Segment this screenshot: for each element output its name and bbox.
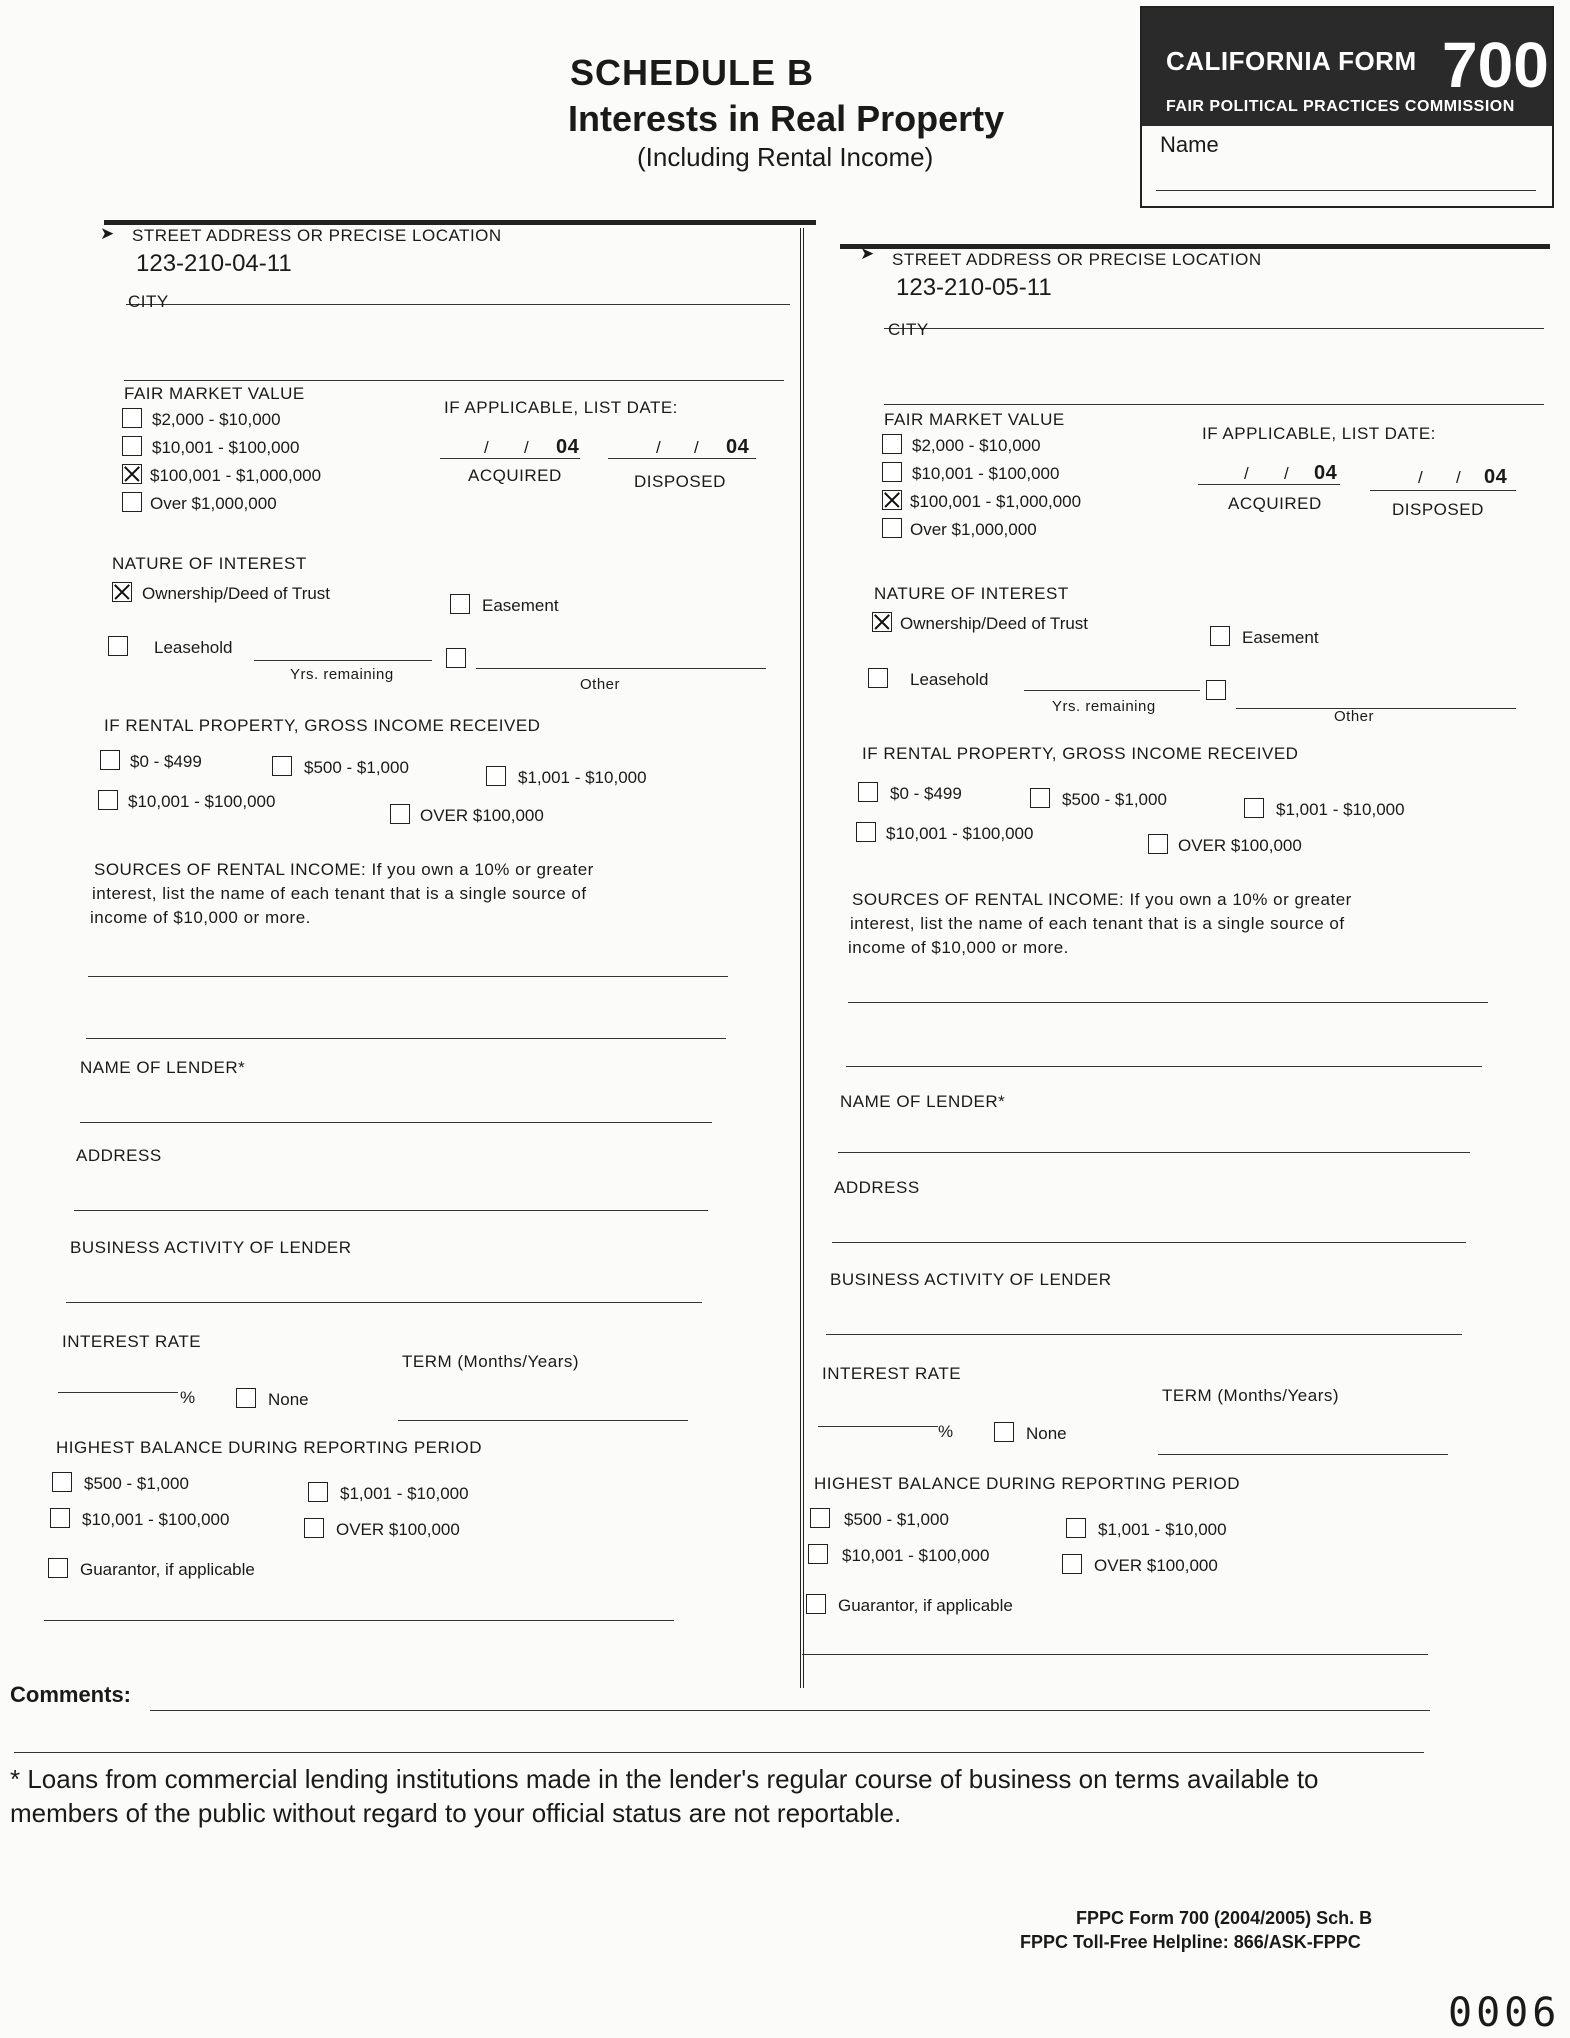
ownership-option: Ownership/Deed of Trust [142,584,331,603]
property-section-1 [56,220,800,1700]
other-checkbox[interactable] [446,648,466,668]
rental-checkbox-3[interactable] [486,766,506,786]
schedule-title: SCHEDULE B [570,52,815,93]
easement-checkbox[interactable] [450,594,470,614]
rental-option-2: $500 - $1,000 [1062,790,1167,809]
schedule-subtitle: Interests in Real Property [568,98,1005,139]
rental-checkbox-2[interactable] [272,756,292,776]
fmv-checkbox-2[interactable] [882,462,902,482]
rental-checkbox-3[interactable] [1244,798,1264,818]
rental-option-1: $0 - $499 [890,784,962,803]
ownership-checkbox[interactable] [872,612,892,632]
schedule-note: (Including Rental Income) [637,142,934,172]
percent-sign: % [938,1422,954,1441]
guarantor-option: Guarantor, if applicable [80,1560,255,1579]
easement-option: Easement [482,596,559,615]
acquired-year: 04 [556,436,580,458]
business-field[interactable] [66,1302,702,1303]
fmv-checkbox-2[interactable] [122,436,142,456]
other-label: Other [1334,708,1375,725]
balance-option-4: OVER $100,000 [336,1520,460,1539]
acquired-year: 04 [1314,462,1338,484]
fmv-option-1: $2,000 - $10,000 [152,410,281,429]
name-label: Name [1160,132,1219,157]
street-field[interactable] [884,328,1544,329]
highest-balance-label: HIGHEST BALANCE DURING REPORTING PERIOD [814,1474,1240,1493]
tenant-field-1[interactable] [88,976,728,977]
property-section-2 [814,244,1560,1724]
list-date-label: IF APPLICABLE, LIST DATE: [444,398,678,417]
guarantor-field[interactable] [44,1620,674,1621]
address-field[interactable] [74,1210,708,1211]
fmv-checkbox-4[interactable] [882,518,902,538]
guarantor-option: Guarantor, if applicable [838,1596,1013,1615]
fmv-checkbox-4[interactable] [122,492,142,512]
leasehold-checkbox[interactable] [868,668,888,688]
tenant-field-1[interactable] [848,1002,1488,1003]
rental-checkbox-1[interactable] [858,782,878,802]
street-label: STREET ADDRESS OR PRECISE LOCATION [892,250,1262,269]
business-label: BUSINESS ACTIVITY OF LENDER [70,1238,352,1257]
date-slash: / [694,438,700,457]
lender-footnote: * Loans from commercial lending institutions made in the lender's regular course of business on terms available to members of the public without regard to your official status are not reportable. [10,1764,1319,1828]
disposed-date-field[interactable] [1370,490,1516,491]
guarantor-field[interactable] [802,1654,1428,1655]
date-slash: / [1244,464,1250,483]
rental-checkbox-2[interactable] [1030,788,1050,808]
sources-label-line-3: income of $10,000 or more. [90,908,311,927]
street-field[interactable] [126,304,790,305]
guarantor-checkbox[interactable] [48,1558,68,1578]
balance-option-1: $500 - $1,000 [844,1510,949,1529]
easement-option: Easement [1242,628,1319,647]
city-label: CITY [128,292,169,311]
years-remaining-field[interactable] [1024,690,1200,691]
address-label: ADDRESS [76,1146,162,1165]
form-label: CALIFORNIA FORM [1166,46,1417,76]
rental-label: IF RENTAL PROPERTY, GROSS INCOME RECEIVED [862,744,1299,763]
fmv-option-3: $100,001 - $1,000,000 [910,492,1082,511]
interest-rate-label: INTEREST RATE [62,1332,202,1351]
fmv-checkbox-3[interactable] [122,464,142,484]
none-option: None [1026,1424,1067,1443]
date-slash: / [1456,468,1462,487]
fmv-option-1: $2,000 - $10,000 [912,436,1041,455]
page-number: 0006 [1448,1990,1561,2036]
balance-option-3: $10,001 - $100,000 [842,1546,990,1565]
balance-option-2: $1,001 - $10,000 [340,1484,469,1503]
rental-option-5: OVER $100,000 [420,806,544,825]
rental-option-4: $10,001 - $100,000 [128,792,276,811]
balance-option-2: $1,001 - $10,000 [1098,1520,1227,1539]
rental-option-2: $500 - $1,000 [304,758,409,777]
balance-option-4: OVER $100,000 [1094,1556,1218,1575]
rental-checkbox-5[interactable] [1148,834,1168,854]
term-label: TERM (Months/Years) [402,1352,580,1371]
none-checkbox[interactable] [236,1388,256,1408]
ownership-checkbox[interactable] [112,582,132,602]
section-top-rule [104,220,816,225]
other-field[interactable] [476,668,766,669]
rental-checkbox-4[interactable] [856,822,876,842]
city-field[interactable] [124,380,784,381]
leasehold-option: Leasehold [910,670,989,689]
fmv-option-2: $10,001 - $100,000 [152,438,300,457]
rental-option-3: $1,001 - $10,000 [1276,800,1405,819]
nature-label: NATURE OF INTEREST [874,584,1069,603]
form-number: 700 [1442,29,1549,101]
leasehold-option: Leasehold [154,638,233,657]
rental-checkbox-1[interactable] [100,750,120,770]
none-checkbox[interactable] [994,1422,1014,1442]
acquired-label: ACQUIRED [468,466,562,485]
rental-checkbox-4[interactable] [98,790,118,810]
years-remaining-field[interactable] [254,660,432,661]
acquired-label: ACQUIRED [1228,494,1322,513]
rental-option-1: $0 - $499 [130,752,202,771]
rental-option-3: $1,001 - $10,000 [518,768,647,787]
section-top-rule [840,244,1550,249]
nature-label: NATURE OF INTEREST [112,554,307,573]
disposed-year: 04 [1484,466,1508,488]
balance-checkbox-1[interactable] [810,1508,830,1528]
term-field[interactable] [398,1420,688,1421]
comments-field[interactable] [150,1710,1430,1711]
rental-option-5: OVER $100,000 [1178,836,1302,855]
arrow-icon: ➤ [860,244,875,263]
disposed-label: DISPOSED [634,472,726,491]
years-remaining-label: Yrs. remaining [290,666,394,683]
disposed-year: 04 [726,436,750,458]
lender-field[interactable] [80,1122,712,1123]
term-label: TERM (Months/Years) [1162,1386,1340,1405]
lender-field[interactable] [838,1152,1470,1153]
helpline: FPPC Toll-Free Helpline: 866/ASK-FPPC [1020,1932,1361,1952]
city-field[interactable] [884,404,1544,405]
fmv-checkbox-1[interactable] [882,434,902,454]
street-value: 123-210-04-11 [136,250,292,277]
date-slash: / [656,438,662,457]
balance-checkbox-4[interactable] [304,1518,324,1538]
section-side-rule [800,228,804,1688]
lender-label: NAME OF LENDER* [80,1058,246,1077]
date-slash: / [484,438,490,457]
business-field[interactable] [826,1334,1462,1335]
interest-rate-field[interactable] [58,1392,178,1393]
fmv-checkbox-3[interactable] [882,490,902,510]
form-reference: FPPC Form 700 (2004/2005) Sch. B [1076,1908,1373,1928]
comments-label: Comments: [10,1682,132,1707]
tenant-field-2[interactable] [86,1038,726,1039]
city-label: CITY [888,320,929,339]
balance-checkbox-3[interactable] [50,1508,70,1528]
easement-checkbox[interactable] [1210,626,1230,646]
fmv-option-4: Over $1,000,000 [910,520,1037,539]
guarantor-checkbox[interactable] [806,1594,826,1614]
years-remaining-label: Yrs. remaining [1052,698,1156,715]
other-label: Other [580,676,621,693]
fmv-option-2: $10,001 - $100,000 [912,464,1060,483]
fmv-label: FAIR MARKET VALUE [124,384,305,403]
term-field[interactable] [1158,1454,1448,1455]
list-date-label: IF APPLICABLE, LIST DATE: [1202,424,1436,443]
form-id-box [1140,6,1554,208]
rental-option-4: $10,001 - $100,000 [886,824,1034,843]
comments-field-2[interactable] [14,1752,1424,1753]
rental-checkbox-5[interactable] [390,804,410,824]
date-slash: / [1418,468,1424,487]
none-option: None [268,1390,309,1409]
balance-checkbox-2[interactable] [308,1482,328,1502]
form-id-header [1142,8,1552,126]
balance-option-3: $10,001 - $100,000 [82,1510,230,1529]
leasehold-checkbox[interactable] [108,636,128,656]
balance-checkbox-2[interactable] [1066,1518,1086,1538]
fmv-option-3: $100,001 - $1,000,000 [150,466,322,485]
balance-checkbox-4[interactable] [1062,1554,1082,1574]
balance-checkbox-1[interactable] [52,1472,72,1492]
fmv-option-4: Over $1,000,000 [150,494,277,513]
balance-option-1: $500 - $1,000 [84,1474,189,1493]
fmv-label: FAIR MARKET VALUE [884,410,1065,429]
commission-name: FAIR POLITICAL PRACTICES COMMISSION [1166,98,1515,115]
sources-label-line-1: SOURCES OF RENTAL INCOME: If you own a 10% or greater [852,890,1352,909]
date-slash: / [1284,464,1290,483]
other-checkbox[interactable] [1206,680,1226,700]
fmv-checkbox-1[interactable] [122,408,142,428]
ownership-option: Ownership/Deed of Trust [900,614,1089,633]
percent-sign: % [180,1388,196,1407]
sources-label-line-2: interest, list the name of each tenant that is a single source of [92,884,587,903]
rental-label: IF RENTAL PROPERTY, GROSS INCOME RECEIVED [104,716,541,735]
address-field[interactable] [832,1242,1466,1243]
sources-label-line-1: SOURCES OF RENTAL INCOME: If you own a 10% or greater [94,860,594,879]
date-slash: / [524,438,530,457]
arrow-icon: ➤ [100,224,115,243]
address-label: ADDRESS [834,1178,920,1197]
sources-label-line-3: income of $10,000 or more. [848,938,1069,957]
business-label: BUSINESS ACTIVITY OF LENDER [830,1270,1112,1289]
street-value: 123-210-05-11 [896,274,1052,301]
interest-rate-label: INTEREST RATE [822,1364,962,1383]
interest-rate-field[interactable] [818,1426,938,1427]
lender-label: NAME OF LENDER* [840,1092,1006,1111]
disposed-label: DISPOSED [1392,500,1484,519]
street-label: STREET ADDRESS OR PRECISE LOCATION [132,226,502,245]
name-field[interactable] [1156,190,1536,191]
balance-checkbox-3[interactable] [808,1544,828,1564]
tenant-field-2[interactable] [846,1066,1482,1067]
highest-balance-label: HIGHEST BALANCE DURING REPORTING PERIOD [56,1438,482,1457]
other-field[interactable] [1236,708,1516,709]
sources-label-line-2: interest, list the name of each tenant that is a single source of [850,914,1345,933]
